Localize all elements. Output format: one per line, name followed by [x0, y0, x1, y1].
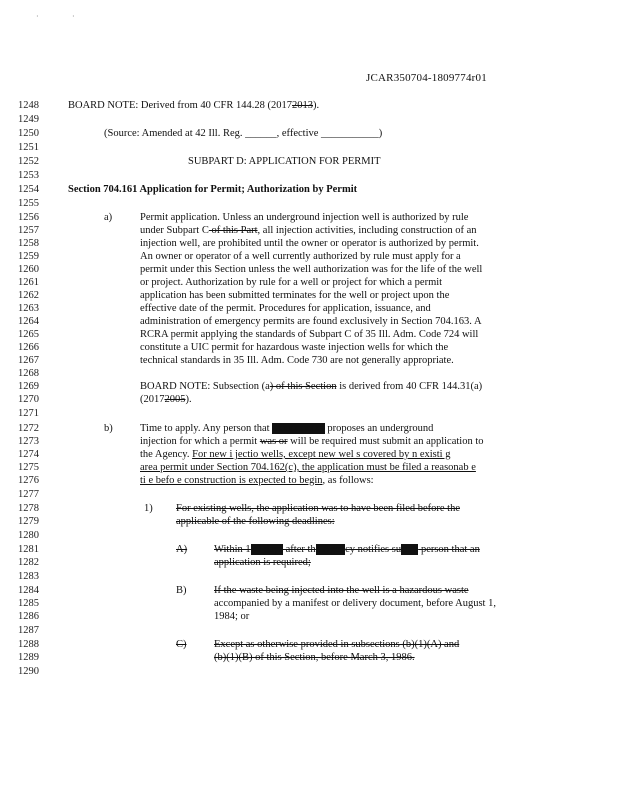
board-note: BOARD NOTE: Subsection (a) of this Section is derived from 40 CFR 144.31(a) [140, 381, 483, 392]
paragraph-a-line: or project. Authorization by rule for a well or project for which a permit [140, 277, 443, 288]
paragraph-a-line: under Subpart C of this Part, all injection activities, including construction of an [140, 225, 477, 236]
item-1-line: applicable of the following deadlines: [176, 516, 335, 527]
paragraph-b-line: the Agency. For new i jectio wells, except new wel s covered by n existi g [140, 449, 451, 460]
line-number: 1280 [18, 530, 39, 541]
line-number: 1287 [18, 625, 39, 636]
line-number: 1290 [18, 666, 39, 677]
paragraph-b-line: Time to apply. Any person that xxxxxxxxxx proposes an underground [140, 423, 434, 434]
line-number: 1276 [18, 475, 39, 486]
item-B-line: 1984; or [214, 611, 250, 622]
line-number: 1266 [18, 342, 39, 353]
line-number: 1259 [18, 251, 39, 262]
line-number: 1257 [18, 225, 39, 236]
source-note: (Source: Amended at 42 Ill. Reg. ______, effective ___________) [104, 128, 383, 139]
line-number: 1273 [18, 436, 39, 447]
line-number: 1251 [18, 142, 39, 153]
paragraph-a-line: effective date of the permit. Procedures for application, issuance, and [140, 303, 431, 314]
line-number: 1284 [18, 585, 39, 596]
paragraph-a-line: An owner or operator of a well currently authorized by rule must apply for a [140, 251, 461, 262]
line-number: 1275 [18, 462, 39, 473]
section-heading: Section 704.161 Application for Permit; Authorization by Permit [68, 184, 358, 195]
line-number: 1277 [18, 489, 39, 500]
line-number: 1249 [18, 114, 39, 125]
document-id: JCAR350704-1809774r01 [366, 72, 487, 84]
line-number: 1274 [18, 449, 39, 460]
item-B-line: accompanied by a manifest or delivery document, before August 1, [214, 598, 496, 609]
line-number: 1264 [18, 316, 39, 327]
paragraph-a-line: constitute a UIC permit for hazardous waste injection wells for which the [140, 342, 449, 353]
line-number: 1289 [18, 652, 39, 663]
redaction-block: 80 days [250, 544, 283, 555]
line-number: 1286 [18, 611, 39, 622]
line-number: 1250 [18, 128, 39, 139]
line-number: 1262 [18, 290, 39, 301]
line-number: 1285 [18, 598, 39, 609]
redaction-block: xxxxxxxxxx [272, 423, 325, 434]
paragraph-a-line: administration of emergency permits are found exclusively in Section 704.163. A [140, 316, 482, 327]
line-number: 1261 [18, 277, 39, 288]
line-number: 1258 [18, 238, 39, 249]
line-number: 1271 [18, 408, 39, 419]
line-number: 1263 [18, 303, 39, 314]
line-number: 1272 [18, 423, 39, 434]
paragraph-b-line: injection for which a permit was or will be required must submit an application to [140, 436, 484, 447]
paragraph-b-line: area permit under Section 704.162(c), the application must be filed a reasonab e [140, 462, 476, 473]
line-number: 1278 [18, 503, 39, 514]
line-number: 1253 [18, 170, 39, 181]
paragraph-a-line: RCRA permit applying the standards of Subpart C of 35 Ill. Adm. Code 724 will [140, 329, 479, 340]
scan-mark: · [72, 12, 75, 21]
scan-mark: · [36, 12, 39, 21]
line-number: 1252 [18, 156, 39, 167]
paragraph-a-line: injection well, are prohibited until the owner or operator is authorized by permit. [140, 238, 479, 249]
redaction-block: e Agen [315, 544, 346, 555]
line-number: 1267 [18, 355, 39, 366]
item-A-line: application is required; [214, 557, 311, 568]
redaction-block: ch a [401, 544, 419, 555]
item-C-line: (b)(1)(B) of this Section, before March 3, 1986. [214, 652, 415, 663]
item-label: B) [176, 585, 187, 596]
paragraph-a-line: technical standards in 35 Ill. Adm. Code 730 are not generally appropriate. [140, 355, 454, 366]
paragraph-a-line: permit under this Section unless the well authorization was for the life of the well [140, 264, 483, 275]
line-number: 1288 [18, 639, 39, 650]
line-number: 1255 [18, 198, 39, 209]
line-number: 1282 [18, 557, 39, 568]
line-number: 1279 [18, 516, 39, 527]
item-C-line: Except as otherwise provided in subsections (b)(1)(A) and [214, 639, 460, 650]
line-number: 1281 [18, 544, 39, 555]
paragraph-label: a) [104, 212, 113, 223]
line-number: 1269 [18, 381, 39, 392]
item-label: A) [176, 544, 188, 555]
paragraph-a-line: Permit application. Unless an underground injection well is authorized by rule [140, 212, 469, 223]
item-label: C) [176, 639, 187, 650]
line-number: 1283 [18, 571, 39, 582]
subpart-title: SUBPART D: APPLICATION FOR PERMIT [188, 156, 381, 167]
board-note: BOARD NOTE: Derived from 40 CFR 144.28 (20172013). [68, 100, 320, 111]
line-number: 1254 [18, 184, 39, 195]
item-label: 1) [144, 503, 153, 514]
item-1-line: For existing wells, the application was to have been filed before the [176, 503, 460, 514]
paragraph-a-line: application has been submitted terminates for the well or project upon the [140, 290, 450, 301]
line-number: 1265 [18, 329, 39, 340]
item-A-line: Within 180 days after the Agency notifies such a person that an [214, 544, 480, 555]
line-number: 1270 [18, 394, 39, 405]
line-number: 1268 [18, 368, 39, 379]
paragraph-label: b) [104, 423, 113, 434]
paragraph-b-line: ti e befo e construction is expected to begin, as follows: [140, 475, 374, 486]
board-note: (20172005). [140, 394, 192, 405]
item-B-line: If the waste being injected into the well is a hazardous waste [214, 585, 469, 596]
line-number: 1256 [18, 212, 39, 223]
line-number: 1260 [18, 264, 39, 275]
line-number: 1248 [18, 100, 39, 111]
